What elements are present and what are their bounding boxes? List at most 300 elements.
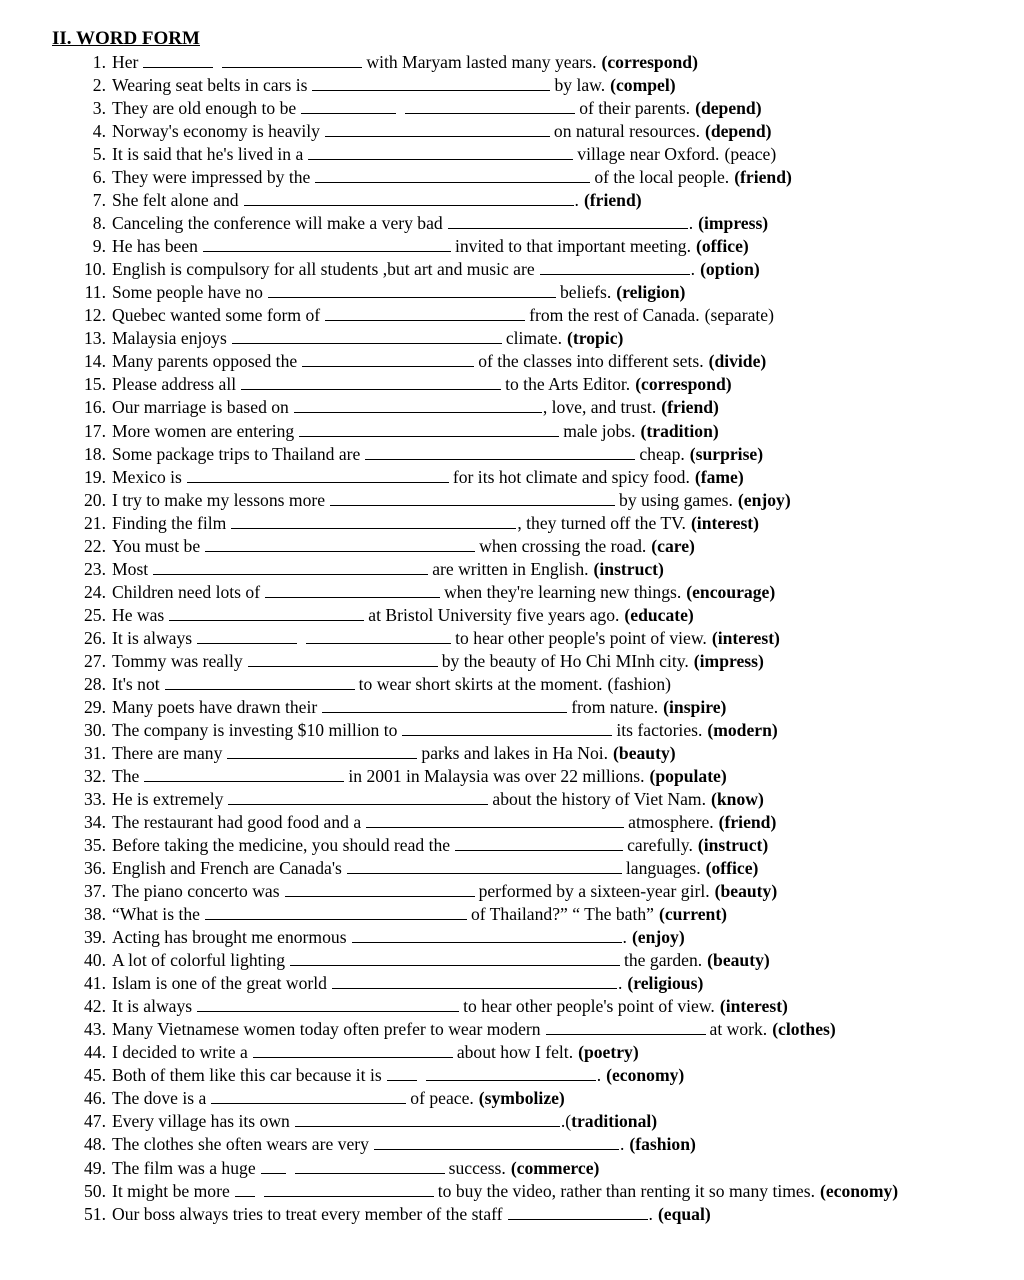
answer-blank[interactable]: [231, 514, 516, 529]
item-number: 20.: [84, 489, 106, 510]
exercise-item: [0, 1157, 898, 1180]
answer-blank[interactable]: [325, 122, 550, 137]
sentence-end: of the local people.: [594, 167, 730, 188]
exercise-item: [0, 811, 898, 834]
answer-blank[interactable]: [232, 329, 502, 344]
sentence-start: Acting has brought me enormous: [112, 927, 347, 948]
item-number: 49.: [84, 1157, 106, 1178]
item-number: 7.: [92, 190, 106, 211]
answer-blank[interactable]: [253, 1043, 453, 1058]
sentence-start: Norway's economy is heavily: [112, 121, 320, 142]
root-word-hint: (educate): [624, 604, 694, 625]
sentence-start: English is compulsory for all students ,but art and music are: [112, 259, 535, 280]
root-word-hint: (instruct): [593, 558, 664, 579]
root-word-hint: (friend): [734, 167, 792, 188]
answer-blank[interactable]: [228, 790, 488, 805]
sentence-end: .: [648, 1203, 653, 1224]
answer-blank[interactable]: [294, 398, 542, 413]
sentence-start: You must be: [112, 535, 201, 556]
sentence-end: of the classes into different sets.: [478, 351, 704, 372]
sentence-end: when crossing the road.: [479, 535, 647, 556]
item-number: 30.: [84, 719, 106, 740]
item-number: 50.: [84, 1180, 106, 1201]
sentence-end: village near Oxford.: [577, 144, 720, 165]
sentence-end: male jobs.: [563, 420, 636, 441]
answer-blank[interactable]: [301, 99, 396, 114]
answer-blank[interactable]: [325, 306, 525, 321]
sentence-start: Mexico is: [112, 466, 182, 487]
exercise-item: [0, 742, 898, 765]
exercise-item: [0, 1018, 898, 1041]
exercise-item: [0, 535, 898, 558]
sentence-end: , they turned off the TV.: [517, 512, 686, 533]
sentence-start: It is always: [112, 627, 193, 648]
sentence-end: .: [622, 927, 627, 948]
exercise-item: [0, 420, 898, 443]
sentence-end: .: [619, 1134, 625, 1155]
sentence-end: atmosphere.: [628, 812, 714, 833]
exercise-item: [0, 719, 898, 742]
item-number: 18.: [84, 443, 106, 464]
item-number: 14.: [84, 351, 106, 372]
answer-blank[interactable]: [540, 260, 690, 275]
answer-blank[interactable]: [235, 1182, 255, 1197]
answer-blank[interactable]: [306, 629, 451, 644]
sentence-end: to buy the video, rather than renting it so many times.: [437, 1180, 815, 1201]
sentence-start: Canceling the conference will make a very bad: [112, 213, 443, 234]
sentence-start: She felt alone and: [112, 190, 239, 211]
root-word-hint: (office): [696, 236, 749, 257]
item-number: 2.: [92, 75, 106, 96]
sentence-end: from nature.: [571, 696, 659, 717]
answer-blank[interactable]: [143, 53, 213, 68]
exercise-item: [0, 1064, 898, 1087]
item-number: 3.: [92, 98, 106, 119]
exercise-item: [0, 696, 898, 719]
answer-blank[interactable]: [365, 445, 635, 460]
root-word-hint: (inspire): [663, 696, 727, 717]
item-number: 8.: [92, 213, 106, 234]
root-word-hint: (interest): [690, 512, 760, 533]
sentence-end: beliefs.: [559, 282, 612, 303]
exercise-item: [0, 304, 898, 327]
exercise-item: [0, 489, 898, 512]
item-number: 36.: [84, 858, 106, 879]
sentence-start: It might be more: [112, 1180, 230, 1201]
item-number: 5.: [92, 144, 106, 165]
answer-blank[interactable]: [426, 1066, 596, 1081]
item-number: 6.: [92, 167, 106, 188]
answer-blank[interactable]: [347, 859, 622, 874]
sentence-start: Before taking the medicine, you should read the: [112, 835, 451, 856]
item-number: 31.: [84, 742, 106, 763]
sentence-start: Some package trips to Thailand are: [112, 443, 361, 464]
answer-blank[interactable]: [290, 951, 620, 966]
exercise-item: [0, 903, 898, 926]
sentence-start: The dove is a: [112, 1088, 207, 1109]
root-word-hint: (beauty): [707, 950, 770, 971]
exercise-item: [0, 120, 898, 143]
exercise-item: [0, 1133, 898, 1156]
exercise-item: [0, 74, 898, 97]
sentence-end: languages.: [625, 858, 701, 879]
sentence-end: cheap.: [639, 443, 685, 464]
answer-blank[interactable]: [285, 882, 475, 897]
sentence-start: It is always: [112, 996, 193, 1017]
sentence-end: .: [596, 1065, 602, 1086]
exercise-item: [0, 673, 898, 696]
root-word-hint: (office): [705, 858, 759, 879]
answer-blank[interactable]: [295, 1159, 445, 1174]
sentence-end: .: [688, 213, 694, 234]
item-number: 26.: [84, 627, 106, 648]
sentence-start: Tommy was really: [112, 650, 243, 671]
root-word-hint: (beauty): [714, 881, 778, 902]
exercise-item: [0, 235, 898, 258]
sentence-end: by using games.: [619, 489, 733, 510]
exercise-item: [0, 1203, 898, 1226]
answer-blank[interactable]: [248, 652, 438, 667]
item-number: 13.: [84, 328, 106, 349]
answer-blank[interactable]: [169, 606, 364, 621]
sentence-start: Many Vietnamese women today often prefer to wear modern: [112, 1019, 541, 1040]
sentence-end: of peace.: [410, 1088, 474, 1109]
root-word-hint: (surprise): [689, 443, 764, 464]
sentence-start: The film was a huge: [112, 1157, 256, 1178]
answer-blank[interactable]: [244, 191, 574, 206]
root-word-hint: traditional): [571, 1111, 658, 1132]
root-word-hint: (know): [711, 789, 764, 809]
answer-blank[interactable]: [222, 53, 362, 68]
answer-blank[interactable]: [405, 99, 575, 114]
exercise-item: [0, 880, 898, 903]
answer-blank[interactable]: [153, 560, 428, 575]
exercise-item: [0, 949, 898, 972]
exercise-item: [0, 765, 898, 788]
item-number: 12.: [84, 305, 106, 326]
sentence-start: Please address all: [112, 374, 237, 395]
item-number: 19.: [84, 466, 106, 487]
root-word-hint: (separate): [704, 305, 774, 326]
item-number: 33.: [84, 789, 106, 809]
root-word-hint: (fame): [694, 466, 744, 487]
sentence-start: Many parents opposed the: [112, 351, 298, 372]
root-word-hint: (friend): [718, 812, 777, 833]
answer-blank[interactable]: [448, 214, 688, 229]
root-word-hint: (correspond): [601, 52, 698, 72]
item-number: 35.: [84, 835, 106, 856]
sentence-end: .(: [560, 1111, 572, 1132]
root-word-hint: (instruct): [697, 835, 769, 856]
item-number: 16.: [84, 397, 106, 418]
item-number: 17.: [84, 420, 106, 441]
exercise-item: [0, 1110, 898, 1133]
exercise-item: [0, 1180, 898, 1203]
item-number: 48.: [84, 1134, 106, 1155]
sentence-end: success.: [448, 1157, 506, 1178]
exercise-item: [0, 788, 898, 811]
exercise-item: [0, 558, 898, 581]
item-number: 28.: [84, 673, 106, 694]
item-number: 11.: [84, 282, 106, 303]
item-number: 41.: [84, 973, 106, 994]
sentence-end: to the Arts Editor.: [505, 374, 631, 395]
answer-blank[interactable]: [299, 422, 559, 437]
answer-blank[interactable]: [546, 1020, 706, 1035]
item-number: 45.: [84, 1065, 106, 1086]
root-word-hint: (friend): [661, 397, 719, 418]
answer-blank[interactable]: [330, 491, 615, 506]
item-number: 9.: [92, 236, 106, 257]
root-word-hint: (current): [658, 904, 728, 925]
sentence-end: climate.: [505, 328, 563, 349]
answer-blank[interactable]: [332, 974, 617, 989]
sentence-start: Her: [112, 52, 139, 72]
sentence-start: More women are entering: [112, 420, 295, 441]
sentence-end: by law.: [554, 75, 606, 96]
root-word-hint: (impress): [693, 650, 764, 671]
answer-blank[interactable]: [315, 168, 590, 183]
answer-blank[interactable]: [268, 283, 556, 298]
exercise-item: [0, 834, 898, 857]
item-number: 10.: [84, 259, 106, 280]
answer-blank[interactable]: [261, 1159, 286, 1174]
exercise-item: [0, 443, 898, 466]
answer-blank[interactable]: [366, 813, 624, 828]
root-word-hint: (religious): [627, 973, 704, 994]
sentence-start: Wearing seat belts in cars is: [112, 75, 308, 96]
sentence-end: at work.: [709, 1019, 768, 1040]
root-word-hint: (religion): [616, 282, 686, 303]
root-word-hint: (peace): [724, 144, 777, 165]
item-number: 21.: [84, 512, 106, 533]
answer-blank[interactable]: [402, 721, 612, 736]
answer-blank[interactable]: [455, 836, 623, 851]
sentence-end: to hear other people's point of view.: [455, 627, 707, 648]
sentence-end: of Thailand?” “ The bath”: [470, 904, 654, 925]
answer-blank[interactable]: [227, 744, 417, 759]
exercise-item: [0, 512, 898, 535]
answer-blank[interactable]: [265, 583, 440, 598]
sentence-end: parks and lakes in Ha Noi.: [421, 742, 609, 763]
root-word-hint: (care): [651, 535, 695, 556]
answer-blank[interactable]: [187, 468, 449, 483]
item-number: 43.: [84, 1019, 106, 1040]
exercise-item: [0, 1041, 898, 1064]
root-word-hint: (tropic): [567, 328, 624, 349]
root-word-hint: (friend): [583, 190, 642, 211]
answer-blank[interactable]: [203, 237, 451, 252]
sentence-end: .: [574, 190, 579, 211]
answer-blank[interactable]: [205, 905, 467, 920]
item-number: 24.: [84, 581, 106, 602]
sentence-start: Some people have no: [112, 282, 263, 303]
sentence-start: The: [112, 765, 140, 786]
sentence-end: carefully.: [627, 835, 693, 856]
answer-blank[interactable]: [508, 1205, 648, 1220]
answer-blank[interactable]: [165, 675, 355, 690]
sentence-end: .: [617, 973, 623, 994]
exercise-list: [0, 51, 898, 1226]
sentence-end: on natural resources.: [553, 121, 700, 142]
sentence-end: when they're learning new things.: [444, 581, 682, 602]
sentence-start: “What is the: [112, 904, 200, 925]
item-number: 51.: [84, 1203, 106, 1224]
answer-blank[interactable]: [387, 1066, 417, 1081]
exercise-item: [0, 97, 898, 120]
sentence-start: The company is investing $10 million to: [112, 719, 398, 740]
sentence-end: in 2001 in Malaysia was over 22 millions.: [348, 765, 645, 786]
root-word-hint: (populate): [649, 765, 727, 786]
sentence-start: They are old enough to be: [112, 98, 297, 119]
exercise-item: [0, 281, 898, 304]
sentence-start: The piano concerto was: [112, 881, 280, 902]
answer-blank[interactable]: [144, 767, 344, 782]
exercise-item: [0, 51, 898, 74]
root-word-hint: (beauty): [613, 742, 676, 763]
sentence-end: the garden.: [624, 950, 703, 971]
exercise-item: [0, 258, 898, 281]
answer-blank[interactable]: [264, 1182, 434, 1197]
answer-blank[interactable]: [205, 537, 475, 552]
sentence-start: Our marriage is based on: [112, 397, 289, 418]
sentence-end: at Bristol University five years ago.: [368, 604, 620, 625]
sentence-start: I decided to write a: [112, 1042, 248, 1063]
item-number: 46.: [84, 1088, 106, 1109]
exercise-item: [0, 373, 898, 396]
exercise-item: [0, 350, 898, 373]
root-word-hint: (encourage): [686, 581, 776, 602]
root-word-hint: (tradition): [640, 420, 719, 441]
root-word-hint: (modern): [707, 719, 778, 740]
answer-blank[interactable]: [211, 1089, 406, 1104]
section-heading: II. WORD FORM: [52, 28, 200, 49]
sentence-start: Malaysia enjoys: [112, 328, 227, 349]
answer-blank[interactable]: [352, 928, 622, 943]
root-word-hint: (economy): [606, 1065, 685, 1086]
sentence-start: Our boss always tries to treat every member of the staff: [112, 1203, 503, 1224]
item-number: 44.: [84, 1042, 106, 1063]
root-word-hint: (depend): [695, 98, 762, 119]
item-number: 38.: [84, 904, 106, 925]
exercise-item: [0, 972, 898, 995]
root-word-hint: (interest): [719, 996, 788, 1017]
item-number: 37.: [84, 881, 106, 902]
item-number: 27.: [84, 650, 106, 671]
sentence-start: He is extremely: [112, 789, 224, 809]
item-number: 25.: [84, 604, 106, 625]
root-word-hint: (divide): [708, 351, 767, 372]
sentence-end: its factories.: [616, 719, 703, 740]
root-word-hint: (equal): [657, 1203, 711, 1224]
item-number: 4.: [92, 121, 106, 142]
exercise-item: [0, 189, 898, 212]
sentence-start: The clothes she often wears are very: [112, 1134, 369, 1155]
root-word-hint: (fashion): [629, 1134, 696, 1155]
exercise-item: [0, 396, 898, 419]
sentence-start: He has been: [112, 236, 198, 257]
sentence-start: English and French are Canada's: [112, 858, 342, 879]
root-word-hint: (economy): [819, 1180, 899, 1201]
answer-blank[interactable]: [295, 1112, 560, 1127]
sentence-end: invited to that important meeting.: [454, 236, 691, 257]
root-word-hint: (option): [700, 259, 760, 280]
sentence-end: .: [690, 259, 696, 280]
exercise-item: [0, 143, 898, 166]
root-word-hint: (symbolize): [478, 1088, 565, 1109]
root-word-hint: (commerce): [510, 1157, 600, 1178]
exercise-item: [0, 166, 898, 189]
sentence-start: Many poets have drawn their: [112, 696, 318, 717]
exercise-item: [0, 581, 898, 604]
exercise-item: [0, 327, 898, 350]
root-word-hint: (fashion): [607, 673, 671, 694]
sentence-end: for its hot climate and spicy food.: [452, 466, 690, 487]
root-word-hint: (enjoy): [737, 489, 791, 510]
root-word-hint: (clothes): [772, 1019, 836, 1040]
item-number: 47.: [84, 1111, 106, 1132]
sentence-start: They were impressed by the: [112, 167, 311, 188]
answer-blank[interactable]: [312, 76, 550, 91]
item-number: 42.: [84, 996, 106, 1017]
answer-blank[interactable]: [322, 698, 567, 713]
exercise-item: [0, 627, 898, 650]
answer-blank[interactable]: [302, 352, 474, 367]
root-word-hint: (correspond): [635, 374, 732, 395]
item-number: 34.: [84, 812, 106, 833]
sentence-end: to hear other people's point of view.: [463, 996, 715, 1017]
root-word-hint: (impress): [698, 213, 769, 234]
exercise-item: [0, 857, 898, 880]
sentence-end: , love, and trust.: [542, 397, 657, 418]
sentence-end: are written in English.: [432, 558, 589, 579]
exercise-item: [0, 650, 898, 673]
sentence-start: A lot of colorful lighting: [112, 950, 285, 971]
sentence-end: about the history of Viet Nam.: [492, 789, 707, 809]
sentence-start: Children need lots of: [112, 581, 261, 602]
sentence-end: from the rest of Canada.: [529, 305, 700, 326]
item-number: 39.: [84, 927, 106, 948]
answer-blank[interactable]: [197, 997, 459, 1012]
sentence-end: about how I felt.: [456, 1042, 574, 1063]
sentence-end: by the beauty of Ho Chi MInh city.: [441, 650, 689, 671]
answer-blank[interactable]: [374, 1135, 619, 1150]
exercise-item: [0, 995, 898, 1018]
sentence-start: Islam is one of the great world: [112, 973, 327, 994]
sentence-start: Finding the film: [112, 512, 227, 533]
item-number: 29.: [84, 696, 106, 717]
exercise-item: [0, 926, 898, 949]
root-word-hint: (interest): [711, 627, 780, 648]
item-number: 32.: [84, 765, 106, 786]
sentence-start: There are many: [112, 742, 223, 763]
answer-blank[interactable]: [308, 145, 573, 160]
sentence-start: It's not: [112, 673, 160, 694]
root-word-hint: (depend): [704, 121, 772, 142]
exercise-item: [0, 1087, 898, 1110]
sentence-start: Every village has its own: [112, 1111, 290, 1132]
answer-blank[interactable]: [241, 375, 501, 390]
root-word-hint: (poetry): [578, 1042, 639, 1063]
answer-blank[interactable]: [197, 629, 297, 644]
sentence-end: of their parents.: [579, 98, 691, 119]
root-word-hint: (compel): [610, 75, 676, 96]
sentence-start: Most: [112, 558, 149, 579]
item-number: 15.: [84, 374, 106, 395]
sentence-start: The restaurant had good food and a: [112, 812, 362, 833]
exercise-item: [0, 604, 898, 627]
root-word-hint: (enjoy): [631, 927, 685, 948]
